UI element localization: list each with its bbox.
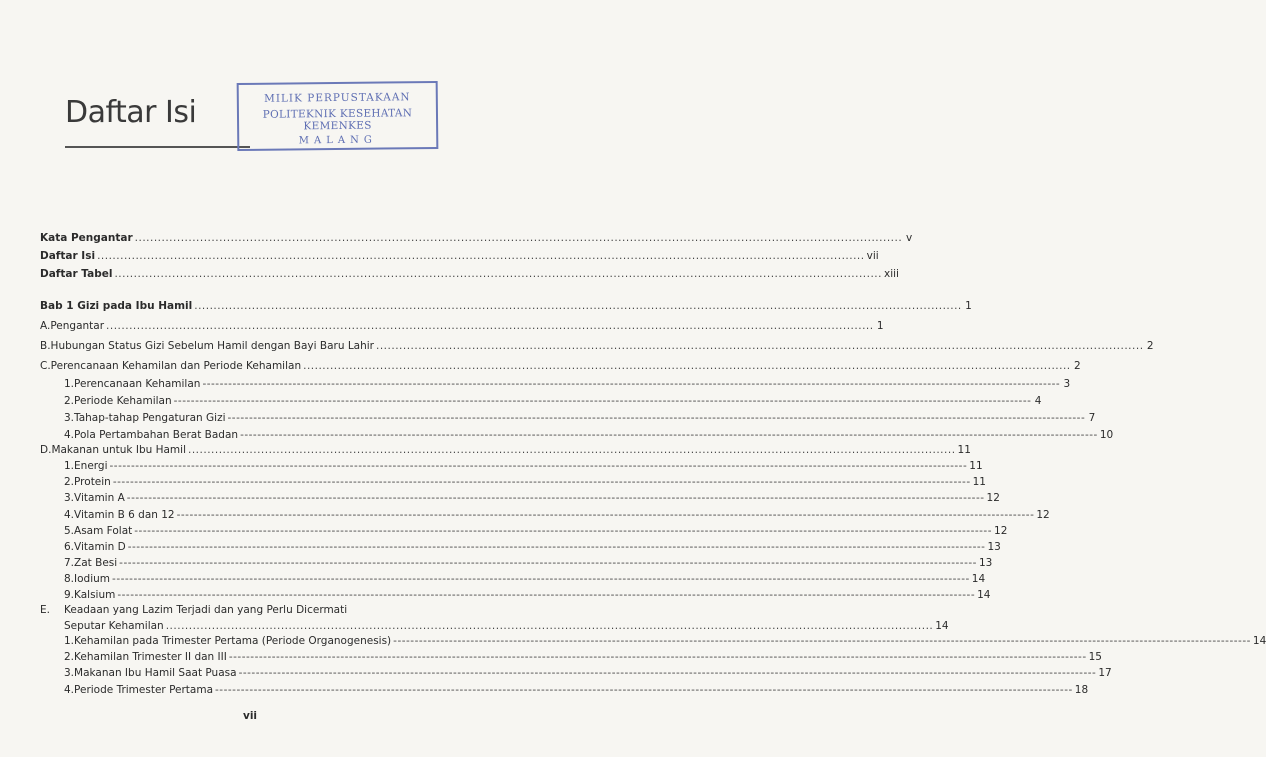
page-title: Daftar Isi (65, 95, 197, 130)
toc-entry-page: xiii (883, 268, 899, 280)
toc-entry (40, 300, 972, 312)
toc-entry-label: Daftar Tabel (40, 268, 113, 280)
toc-entry-page: 12 (1036, 509, 1050, 521)
title-underline (65, 146, 250, 148)
toc-entry (64, 429, 1114, 441)
toc-entry-page: 12 (994, 525, 1008, 537)
toc-entry (64, 460, 983, 472)
toc-entry-page: 14 (971, 573, 986, 585)
toc-entry (40, 340, 1154, 352)
toc-entry-label: Periode Trimester Pertama (74, 684, 214, 696)
toc-leader-dots: -------------------------------------------------------------------------------------------------------------------------------------------------------------------------------------------------------- (117, 589, 976, 601)
toc-entry-number: 4. (64, 684, 75, 696)
toc-entry-label: Energi (74, 460, 108, 472)
page-number: vii (242, 710, 258, 722)
toc-entry-page: 14 (977, 589, 991, 601)
toc-entry-label: Keadaan yang Lazim Terjadi dan yang Perlu Dicermati (64, 604, 348, 616)
toc-entry (64, 395, 1042, 407)
toc-entry-number: 3. (64, 412, 75, 424)
toc-entry-page: 10 (1099, 429, 1114, 441)
toc-leader-dots: -------------------------------------------------------------------------------------------------------------------------------------------------------------------------------------------------------- (393, 635, 1251, 647)
toc-leader-dots: ........................................................................................................................................................................................................ (114, 268, 882, 280)
toc-entry-number: 1. (64, 635, 75, 647)
toc-entry-label: Kehamilan pada Trimester Pertama (Periode Organogenesis) (74, 635, 392, 647)
toc-entry (64, 541, 1001, 553)
toc-entry-number: C. (40, 360, 51, 372)
toc-entry-page: 14 (1252, 635, 1266, 647)
toc-entry-label: Makanan untuk Ibu Hamil (51, 444, 186, 456)
stamp-line-3: MALANG (298, 134, 377, 147)
toc-entry-label: Kehamilan Trimester II dan III (74, 651, 227, 663)
toc-leader-dots: ........................................................................................................................................................................................................ (165, 620, 934, 632)
toc-entry (40, 250, 879, 262)
toc-entry (64, 651, 1102, 663)
toc-entry (40, 320, 884, 332)
toc-entry-page: 18 (1074, 684, 1089, 696)
toc-entry-label: Periode Kehamilan (74, 395, 172, 407)
toc-entry-number: A. (40, 320, 51, 332)
toc-entry (40, 604, 460, 616)
toc-entry-page: 13 (987, 541, 1001, 553)
toc-entry-page: v (905, 232, 913, 244)
toc-entry-page: 4 (1034, 395, 1042, 407)
toc-leader-dots: ........................................................................................................................................................................................................ (194, 300, 962, 312)
toc-entry (64, 589, 991, 601)
toc-entry (64, 412, 1096, 424)
toc-entry-label: Protein (74, 476, 111, 488)
toc-entry-label: Vitamin D (74, 541, 126, 553)
toc-entry-label: Perencanaan Kehamilan dan Periode Kehamilan (50, 360, 302, 372)
toc-entry-number: 2. (64, 651, 75, 663)
toc-entry-page: 1 (965, 300, 972, 312)
toc-entry-page: 3 (1063, 378, 1071, 390)
toc-entry (40, 232, 913, 244)
stamp-line-2: POLITEKNIK KESEHATAN KEMENKES (262, 107, 413, 133)
toc-entry (64, 378, 1071, 390)
toc-entry-label: Vitamin B 6 dan 12 (74, 509, 175, 521)
toc-leader-dots: -------------------------------------------------------------------------------------------------------------------------------------------------------------------------------------------------------- (112, 476, 971, 488)
toc-entry (64, 492, 1000, 504)
toc-entry-label: Perencanaan Kehamilan (74, 378, 201, 390)
toc-leader-dots: -------------------------------------------------------------------------------------------------------------------------------------------------------------------------------------------------------- (176, 509, 1035, 521)
toc-entry-number: 2. (64, 476, 75, 488)
toc-entry-number: 6. (64, 541, 75, 553)
toc-entry-label: Kata Pengantar (40, 232, 133, 244)
toc-entry-page: 11 (972, 476, 986, 488)
toc-entry-label: Daftar Isi (40, 250, 96, 262)
toc-entry (64, 509, 1050, 521)
toc-leader-dots: -------------------------------------------------------------------------------------------------------------------------------------------------------------------------------------------------------- (238, 667, 1097, 679)
toc-entry (64, 476, 986, 488)
toc-leader-dots: -------------------------------------------------------------------------------------------------------------------------------------------------------------------------------------------------------- (227, 412, 1086, 424)
toc-entry-label: Pengantar (50, 320, 105, 332)
toc-leader-dots: ........................................................................................................................................................................................................ (303, 360, 1071, 372)
toc-entry-number: 9. (64, 589, 75, 601)
toc-entry-page: 11 (969, 460, 983, 472)
toc-leader-dots: -------------------------------------------------------------------------------------------------------------------------------------------------------------------------------------------------------- (202, 378, 1061, 390)
toc-leader-dots: -------------------------------------------------------------------------------------------------------------------------------------------------------------------------------------------------------- (134, 525, 993, 537)
toc-entry (64, 525, 1008, 537)
toc-entry-label: Pola Pertambahan Berat Badan (74, 429, 239, 441)
toc-leader-dots: ........................................................................................................................................................................................................ (97, 250, 865, 262)
toc-entry (40, 360, 1081, 372)
toc-entry-number: E. (40, 604, 50, 616)
toc-leader-dots: ........................................................................................................................................................................................................ (106, 320, 874, 332)
toc-leader-dots: -------------------------------------------------------------------------------------------------------------------------------------------------------------------------------------------------------- (112, 573, 970, 585)
toc-leader-dots: ........................................................................................................................................................................................................ (134, 232, 903, 244)
toc-leader-dots: -------------------------------------------------------------------------------------------------------------------------------------------------------------------------------------------------------- (228, 651, 1087, 663)
toc-entry (64, 684, 1089, 696)
toc-entry-number: 4. (64, 429, 75, 441)
toc-entry-number: 4. (64, 509, 75, 521)
toc-leader-dots: -------------------------------------------------------------------------------------------------------------------------------------------------------------------------------------------------------- (119, 557, 977, 569)
toc-leader-dots: -------------------------------------------------------------------------------------------------------------------------------------------------------------------------------------------------------- (215, 684, 1073, 696)
toc-entry-number: D. (40, 444, 52, 456)
toc-entry-number: 1. (64, 460, 75, 472)
toc-leader-dots: -------------------------------------------------------------------------------------------------------------------------------------------------------------------------------------------------------- (127, 541, 986, 553)
stamp-line-1: MILIK PERPUSTAKAAN (263, 91, 411, 105)
toc-entry-page: 12 (986, 492, 1000, 504)
toc-entry-number: 7. (64, 557, 75, 569)
toc-entry-label: Hubungan Status Gizi Sebelum Hamil dengan Bayi Baru Lahir (50, 340, 374, 352)
toc-entry (64, 573, 986, 585)
toc-leader-dots: -------------------------------------------------------------------------------------------------------------------------------------------------------------------------------------------------------- (173, 395, 1032, 407)
toc-leader-dots: -------------------------------------------------------------------------------------------------------------------------------------------------------------------------------------------------------- (109, 460, 968, 472)
toc-entry-label: Bab 1 Gizi pada Ibu Hamil (40, 300, 193, 312)
toc-entry-number: 3. (64, 667, 75, 679)
toc-entry (40, 444, 971, 456)
toc-entry-page: 15 (1088, 651, 1102, 663)
toc-entry-number: 2. (64, 395, 75, 407)
toc-entry-number: B. (40, 340, 51, 352)
toc-entry (64, 667, 1112, 679)
toc-leader-dots: -------------------------------------------------------------------------------------------------------------------------------------------------------------------------------------------------------- (240, 429, 1098, 441)
library-stamp (237, 81, 439, 151)
toc-entry-page: vii (866, 250, 879, 262)
toc-entry-label: Kalsium (74, 589, 116, 601)
toc-leader-dots: ........................................................................................................................................................................................................ (188, 444, 956, 456)
toc-entry-page: 17 (1098, 667, 1112, 679)
toc-entry-number: 1. (64, 378, 75, 390)
toc-entry-page: 14 (935, 620, 949, 632)
toc-entry-number: 8. (64, 573, 75, 585)
toc-entry-label: Vitamin A (74, 492, 125, 504)
toc-entry-label: Makanan Ibu Hamil Saat Puasa (74, 667, 237, 679)
toc-entry-number: 5. (64, 525, 75, 537)
toc-entry-label: Asam Folat (74, 525, 133, 537)
toc-entry-number: 3. (64, 492, 75, 504)
toc-entry-label: Iodium (74, 573, 111, 585)
toc-entry-label: Seputar Kehamilan (64, 620, 164, 632)
toc-leader-dots: -------------------------------------------------------------------------------------------------------------------------------------------------------------------------------------------------------- (126, 492, 985, 504)
toc-entry-label: Zat Besi (74, 557, 118, 569)
toc-entry-page: 2 (1073, 360, 1081, 372)
toc-entry (64, 635, 1266, 647)
toc-leader-dots: ........................................................................................................................................................................................................ (376, 340, 1144, 352)
toc-entry-page: 11 (957, 444, 971, 456)
toc-entry (64, 557, 993, 569)
toc-entry-page: 1 (876, 320, 884, 332)
toc-entry-page: 13 (978, 557, 993, 569)
toc-entry-page: 7 (1088, 412, 1096, 424)
toc-entry-page: 2 (1146, 340, 1154, 352)
toc-entry (64, 620, 949, 632)
toc-entry-label: Tahap-tahap Pengaturan Gizi (74, 412, 226, 424)
toc-entry (40, 268, 899, 280)
